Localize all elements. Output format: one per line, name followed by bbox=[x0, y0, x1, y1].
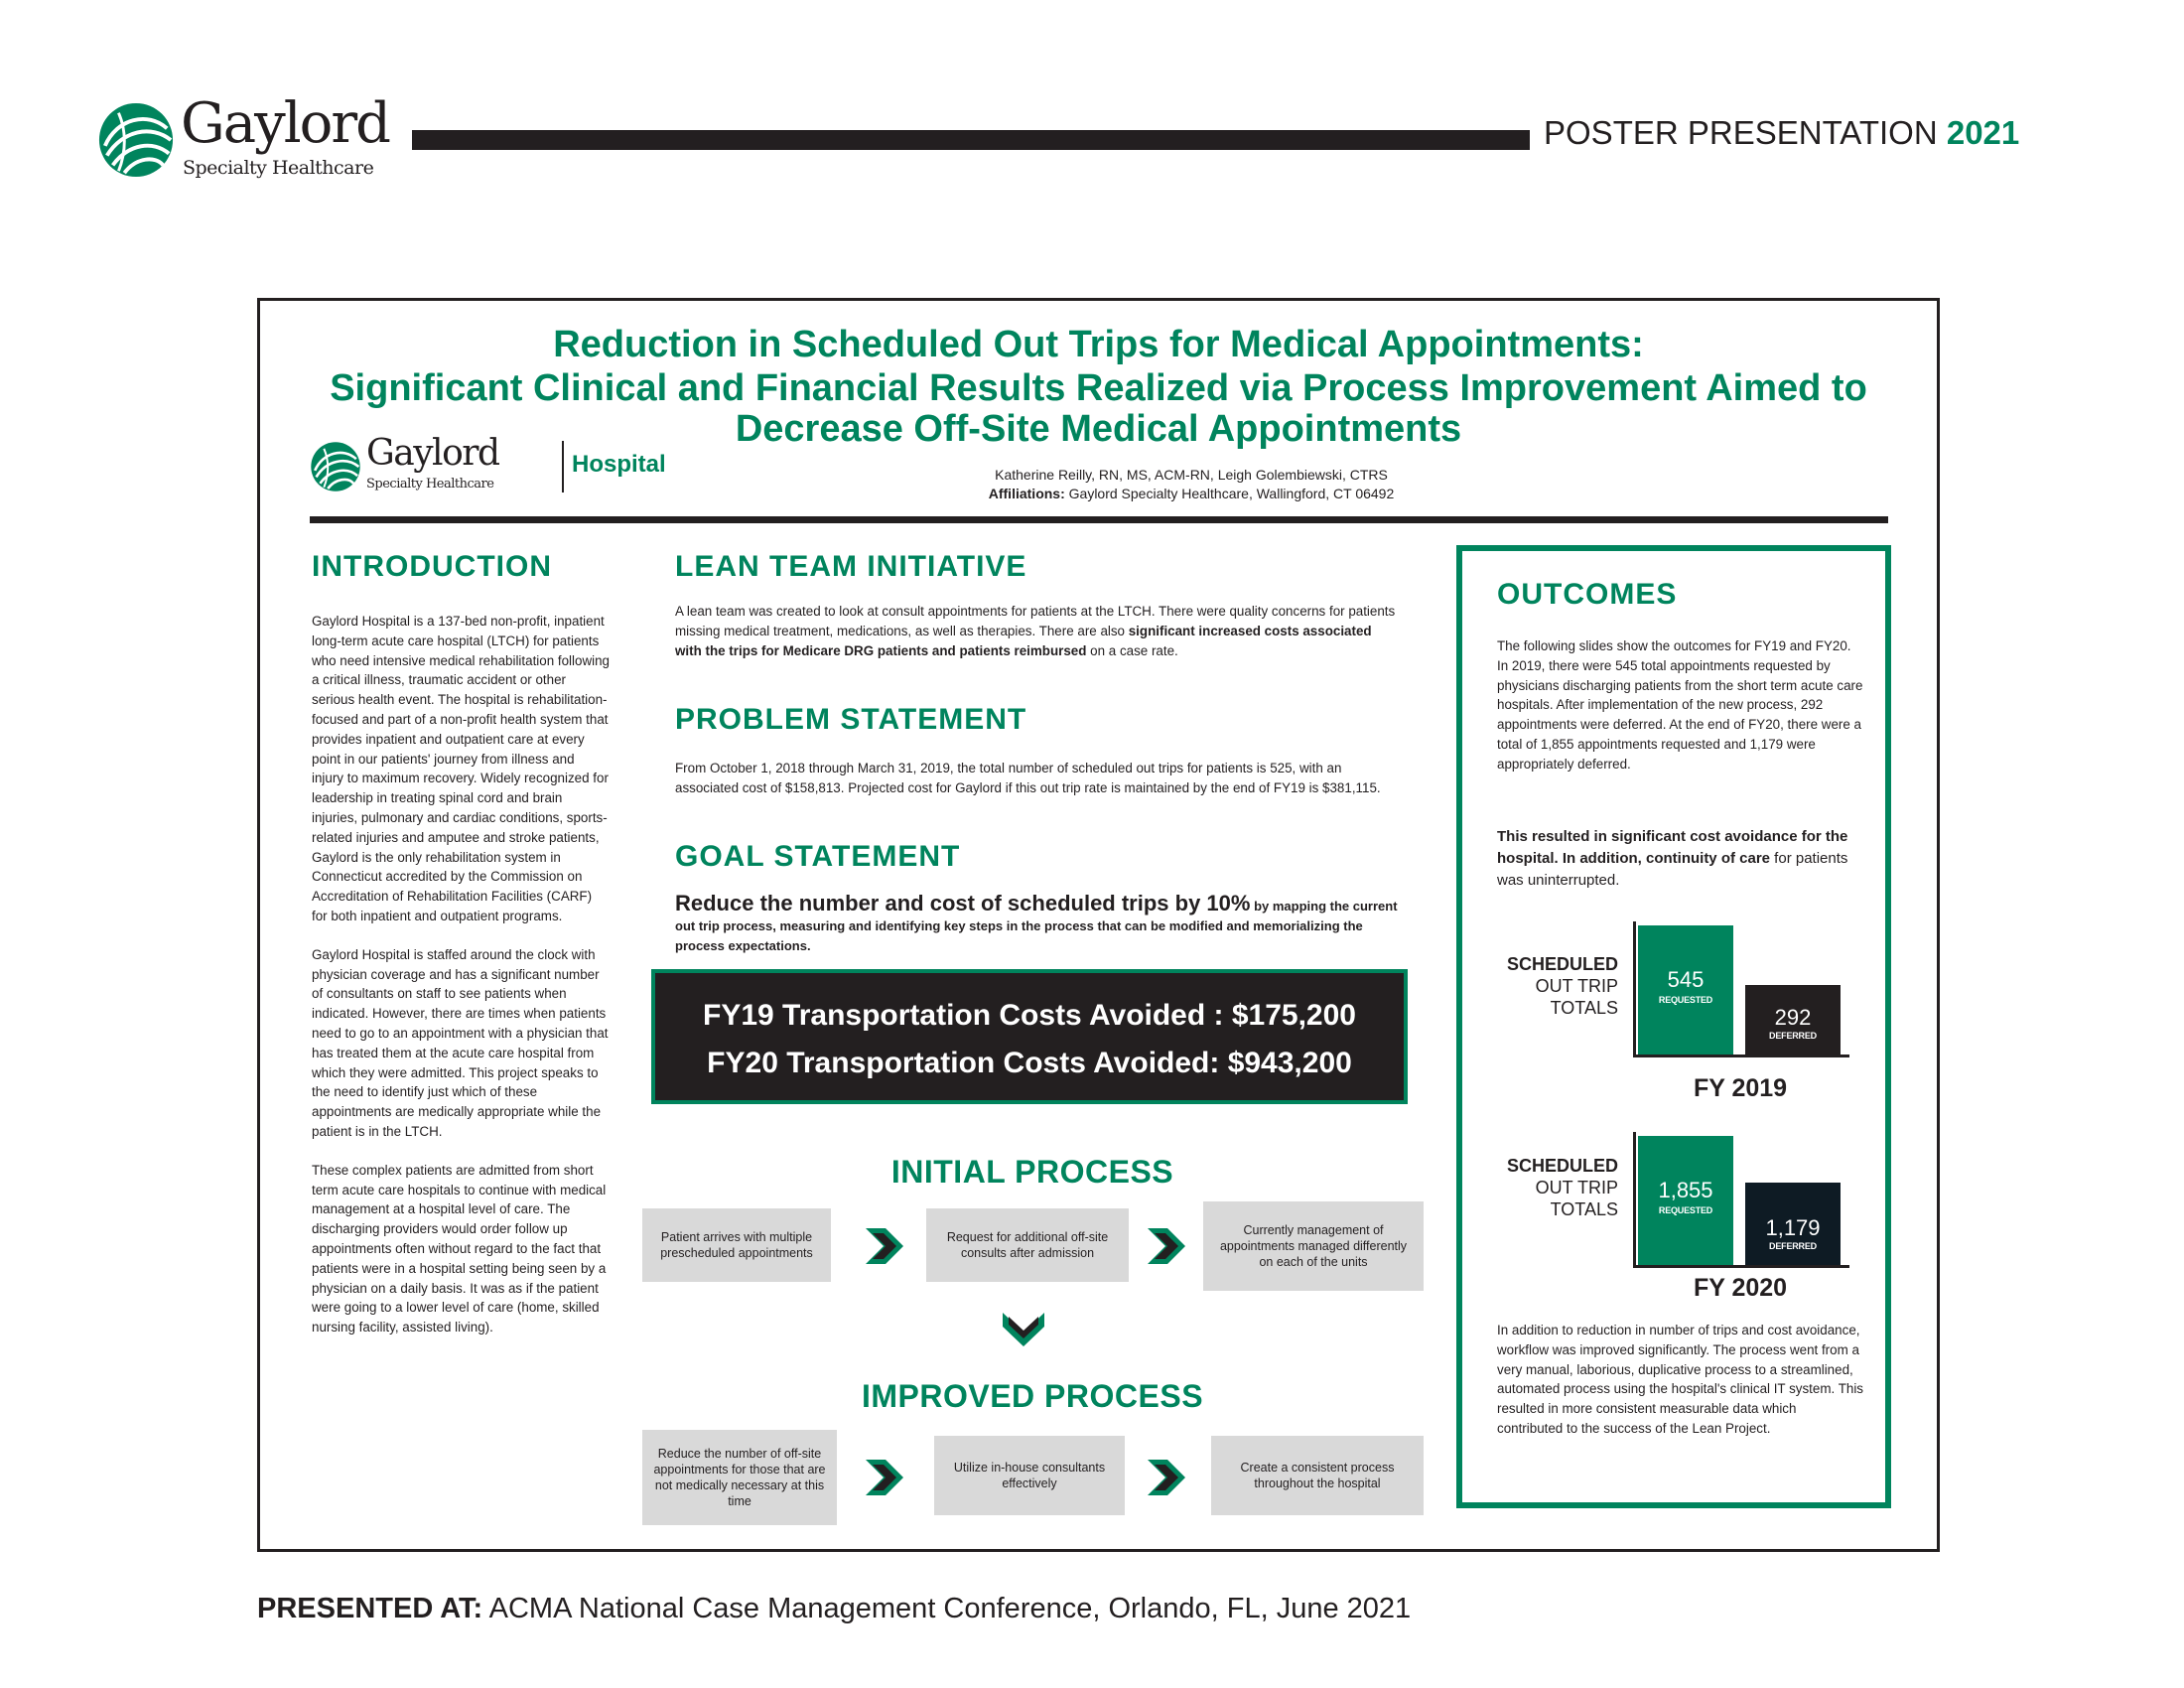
chevron-right-icon bbox=[860, 1456, 907, 1499]
chart-x-axis bbox=[1633, 1055, 1849, 1057]
lean-text-end: on a case rate. bbox=[1086, 642, 1178, 658]
poster-label-text: POSTER PRESENTATION bbox=[1544, 114, 1938, 151]
chart-bar-requested bbox=[1638, 925, 1733, 1055]
introduction-paragraph: Gaylord Hospital is a 137-bed non-profit, inpatient long-term acute care hospital (LTCH) for patients who need intensive medical rehabilitation following a critical illness, traumatic accident or other serious health event. The hospital is rehabilitation-focused and part of a non-profit health system that provides inpatient and outpatient care at every point in our patients' journey from illness and injury to maximum recovery. Widely recognized for leadership in treating spinal cord and brain injuries, pulmonary and cardiac conditions, sports-related injuries and amputee and stroke patients, Gaylord is the only rehabilitation system in Connecticut accredited by the Commission on Accreditation of Rehabilitation Facilities (CARF) for both inpatient and outpatient programs. bbox=[312, 614, 610, 923]
introduction-paragraph: Gaylord Hospital is staffed around the clock with physician coverage and has a significant number of consultants on staff to see patients when indicated. However, there are times when patients need to go to an appointment with a physician that has treated them at the acute care hospital from which they were admitted. This project speaks to the need to identify just which of these appointments are medically appropriate while the patient is in the LTCH. bbox=[312, 946, 609, 1139]
presented-label: PRESENTED AT: bbox=[257, 1593, 483, 1624]
authors: Katherine Reilly, RN, MS, ACM-RN, Leigh Golembiewski, CTRS bbox=[995, 467, 1388, 483]
division-label: Hospital bbox=[572, 451, 666, 478]
process-step: Patient arrives with multiple prescheduled appointments bbox=[642, 1208, 831, 1282]
goal-heading: GOAL STATEMENT bbox=[675, 840, 961, 873]
outcomes-body: The following slides show the outcomes for FY19 and FY20. In 2019, there were 545 total appointments requested by physicians discharging patients from the short term acute care hospitals. After implementation of the new process, 292 appointments were deferred. At the end of FY20, there were a total of 1,855 appointments requested and 1,179 were appropriately deferred. bbox=[1497, 638, 1863, 772]
chart-x-axis bbox=[1633, 1265, 1849, 1268]
hospital-logo bbox=[310, 433, 666, 500]
chevron-right-icon bbox=[1142, 1224, 1189, 1268]
process-step: Utilize in-house consultants effectively bbox=[934, 1436, 1125, 1515]
brand-name: Gaylord bbox=[366, 433, 499, 474]
chart-ylabel-line: TOTALS bbox=[1550, 1199, 1618, 1219]
introduction-body bbox=[312, 612, 610, 1356]
outcomes-heading: OUTCOMES bbox=[1497, 578, 1678, 611]
chart-ylabel-line: OUT TRIP bbox=[1535, 1178, 1618, 1197]
cost-avoided-callout bbox=[651, 969, 1408, 1104]
process-step: Reduce the number of off-site appointments for those that are not medically necessary at this time bbox=[642, 1430, 837, 1525]
brand-name: Gaylord bbox=[181, 91, 389, 156]
header-divider bbox=[412, 130, 1530, 150]
chart-bar-deferred bbox=[1745, 985, 1841, 1055]
chevron-right-icon bbox=[1142, 1456, 1189, 1499]
lean-text: A lean team was created to look at consult appointments for patients at the LTCH. There were quality concerns for patients missing medical treatment, medications, as well as therapies. There are also bbox=[675, 604, 1396, 638]
affiliations-text: Gaylord Specialty Healthcare, Wallingford, CT 06492 bbox=[1064, 486, 1395, 501]
bar-value-label: 545 bbox=[1667, 967, 1705, 992]
bar-category-label: REQUESTED bbox=[1658, 995, 1713, 1005]
gaylord-emblem-icon bbox=[310, 441, 361, 492]
lean-body bbox=[675, 602, 1400, 660]
affiliations bbox=[695, 486, 1688, 501]
chart-ylabel-line: TOTALS bbox=[1550, 998, 1618, 1018]
chevron-down-icon bbox=[999, 1309, 1048, 1348]
bar-category-label: DEFERRED bbox=[1769, 1031, 1817, 1041]
initial-process-heading: INITIAL PROCESS bbox=[890, 1154, 1174, 1190]
fy20-cost-avoided: FY20 Transportation Costs Avoided: $943,200 bbox=[707, 1047, 1352, 1079]
process-step: Create a consistent process throughout the hospital bbox=[1211, 1436, 1424, 1515]
process-step: Currently management of appointments managed differently on each of the units bbox=[1203, 1201, 1424, 1291]
brand-subtitle: Specialty Healthcare bbox=[366, 477, 494, 492]
bar-value-label: 292 bbox=[1774, 1005, 1812, 1030]
bar-category-label: DEFERRED bbox=[1769, 1241, 1817, 1251]
chart-bar-deferred bbox=[1745, 1183, 1841, 1265]
affiliations-label: Affiliations: bbox=[988, 486, 1065, 501]
outcomes-result-rest: for patients was uninterrupted. bbox=[1497, 850, 1848, 889]
outcomes-workflow: In addition to reduction in number of trips and cost avoidance, workflow was improved significantly. The process went from a very manual, laborious, duplicative process to a streamlined, automated process using the hospital's clinical IT system. This resulted in more consistent measurable data which contributed to the success of the Lean Project. bbox=[1497, 1323, 1863, 1436]
poster-title-line3: Decrease Off-Site Medical Appointments bbox=[735, 408, 1462, 450]
introduction-heading: INTRODUCTION bbox=[312, 550, 552, 583]
chart-title: FY 2020 bbox=[1694, 1274, 1788, 1302]
introduction-paragraph: These complex patients are admitted from short term acute care hospitals to continue with medical management at a hospital level of care. The discharging providers would order follow up appointments often without regard to the fact that patients were in a hospital setting being seen by a physician on a daily basis. It was as if the patient were going to a lower level of care (home, skilled nursing facility, assisted living). bbox=[312, 1162, 607, 1336]
chart-y-axis bbox=[1633, 921, 1636, 1056]
gaylord-emblem-icon bbox=[97, 101, 175, 179]
gaylord-logo bbox=[97, 91, 395, 185]
poster-presentation-label bbox=[1544, 114, 2019, 152]
goal-lead: Reduce the number and cost of scheduled trips by 10% bbox=[675, 891, 1251, 915]
problem-heading: PROBLEM STATEMENT bbox=[675, 703, 1027, 736]
brand-subtitle: Specialty Healthcare bbox=[183, 157, 374, 179]
logo-separator bbox=[562, 441, 564, 492]
lean-heading: LEAN TEAM INITIATIVE bbox=[675, 550, 1027, 583]
chart-y-axis bbox=[1633, 1132, 1636, 1267]
chart-ylabel bbox=[1489, 953, 1618, 1019]
process-step: Request for additional off-site consults after admission bbox=[926, 1208, 1129, 1282]
outcomes-result bbox=[1497, 826, 1864, 892]
bar-value-label: 1,855 bbox=[1658, 1178, 1713, 1202]
chart-title: FY 2019 bbox=[1694, 1074, 1788, 1102]
chart-ylabel-line: OUT TRIP bbox=[1535, 976, 1618, 996]
chart-ylabel-line: SCHEDULED bbox=[1506, 954, 1618, 974]
goal-body bbox=[675, 891, 1410, 955]
problem-body: From October 1, 2018 through March 31, 2019, the total number of scheduled out trips for patients is 525, with an associated cost of $158,813. Projected cost for Gaylord if this out trip rate is maintained by the end of FY19 is $381,115. bbox=[675, 761, 1381, 795]
title-divider bbox=[310, 516, 1888, 523]
bar-value-label: 1,179 bbox=[1765, 1215, 1821, 1240]
chart-ylabel bbox=[1489, 1155, 1618, 1220]
bar-category-label: REQUESTED bbox=[1658, 1205, 1713, 1215]
chart-ylabel-line: SCHEDULED bbox=[1506, 1156, 1618, 1176]
lean-text-bold: significant increased costs associated with the trips for Medicare DRG patients and patients reimbursed bbox=[675, 623, 1372, 658]
chevron-right-icon bbox=[860, 1224, 907, 1268]
chart-bar-requested bbox=[1638, 1136, 1733, 1265]
poster-title-line2: Significant Clinical and Financial Results Realized via Process Improvement Aimed to bbox=[330, 367, 1867, 409]
fy19-cost-avoided: FY19 Transportation Costs Avoided : $175,200 bbox=[703, 999, 1356, 1032]
presented-text: ACMA National Case Management Conference, Orlando, FL, June 2021 bbox=[482, 1593, 1412, 1624]
outcomes-result-bold: This resulted in significant cost avoidance for the hospital. In addition, continuity of care bbox=[1497, 828, 1848, 867]
presented-at bbox=[257, 1593, 1411, 1625]
improved-process-heading: IMPROVED PROCESS bbox=[861, 1378, 1204, 1414]
poster-year: 2021 bbox=[1946, 114, 2020, 151]
poster-title-line1: Reduction in Scheduled Out Trips for Medical Appointments: bbox=[553, 324, 1644, 365]
goal-rest: by mapping the current out trip process, measuring and identifying key steps in the process that can be modified and memorializing the process expectations. bbox=[675, 899, 1398, 953]
